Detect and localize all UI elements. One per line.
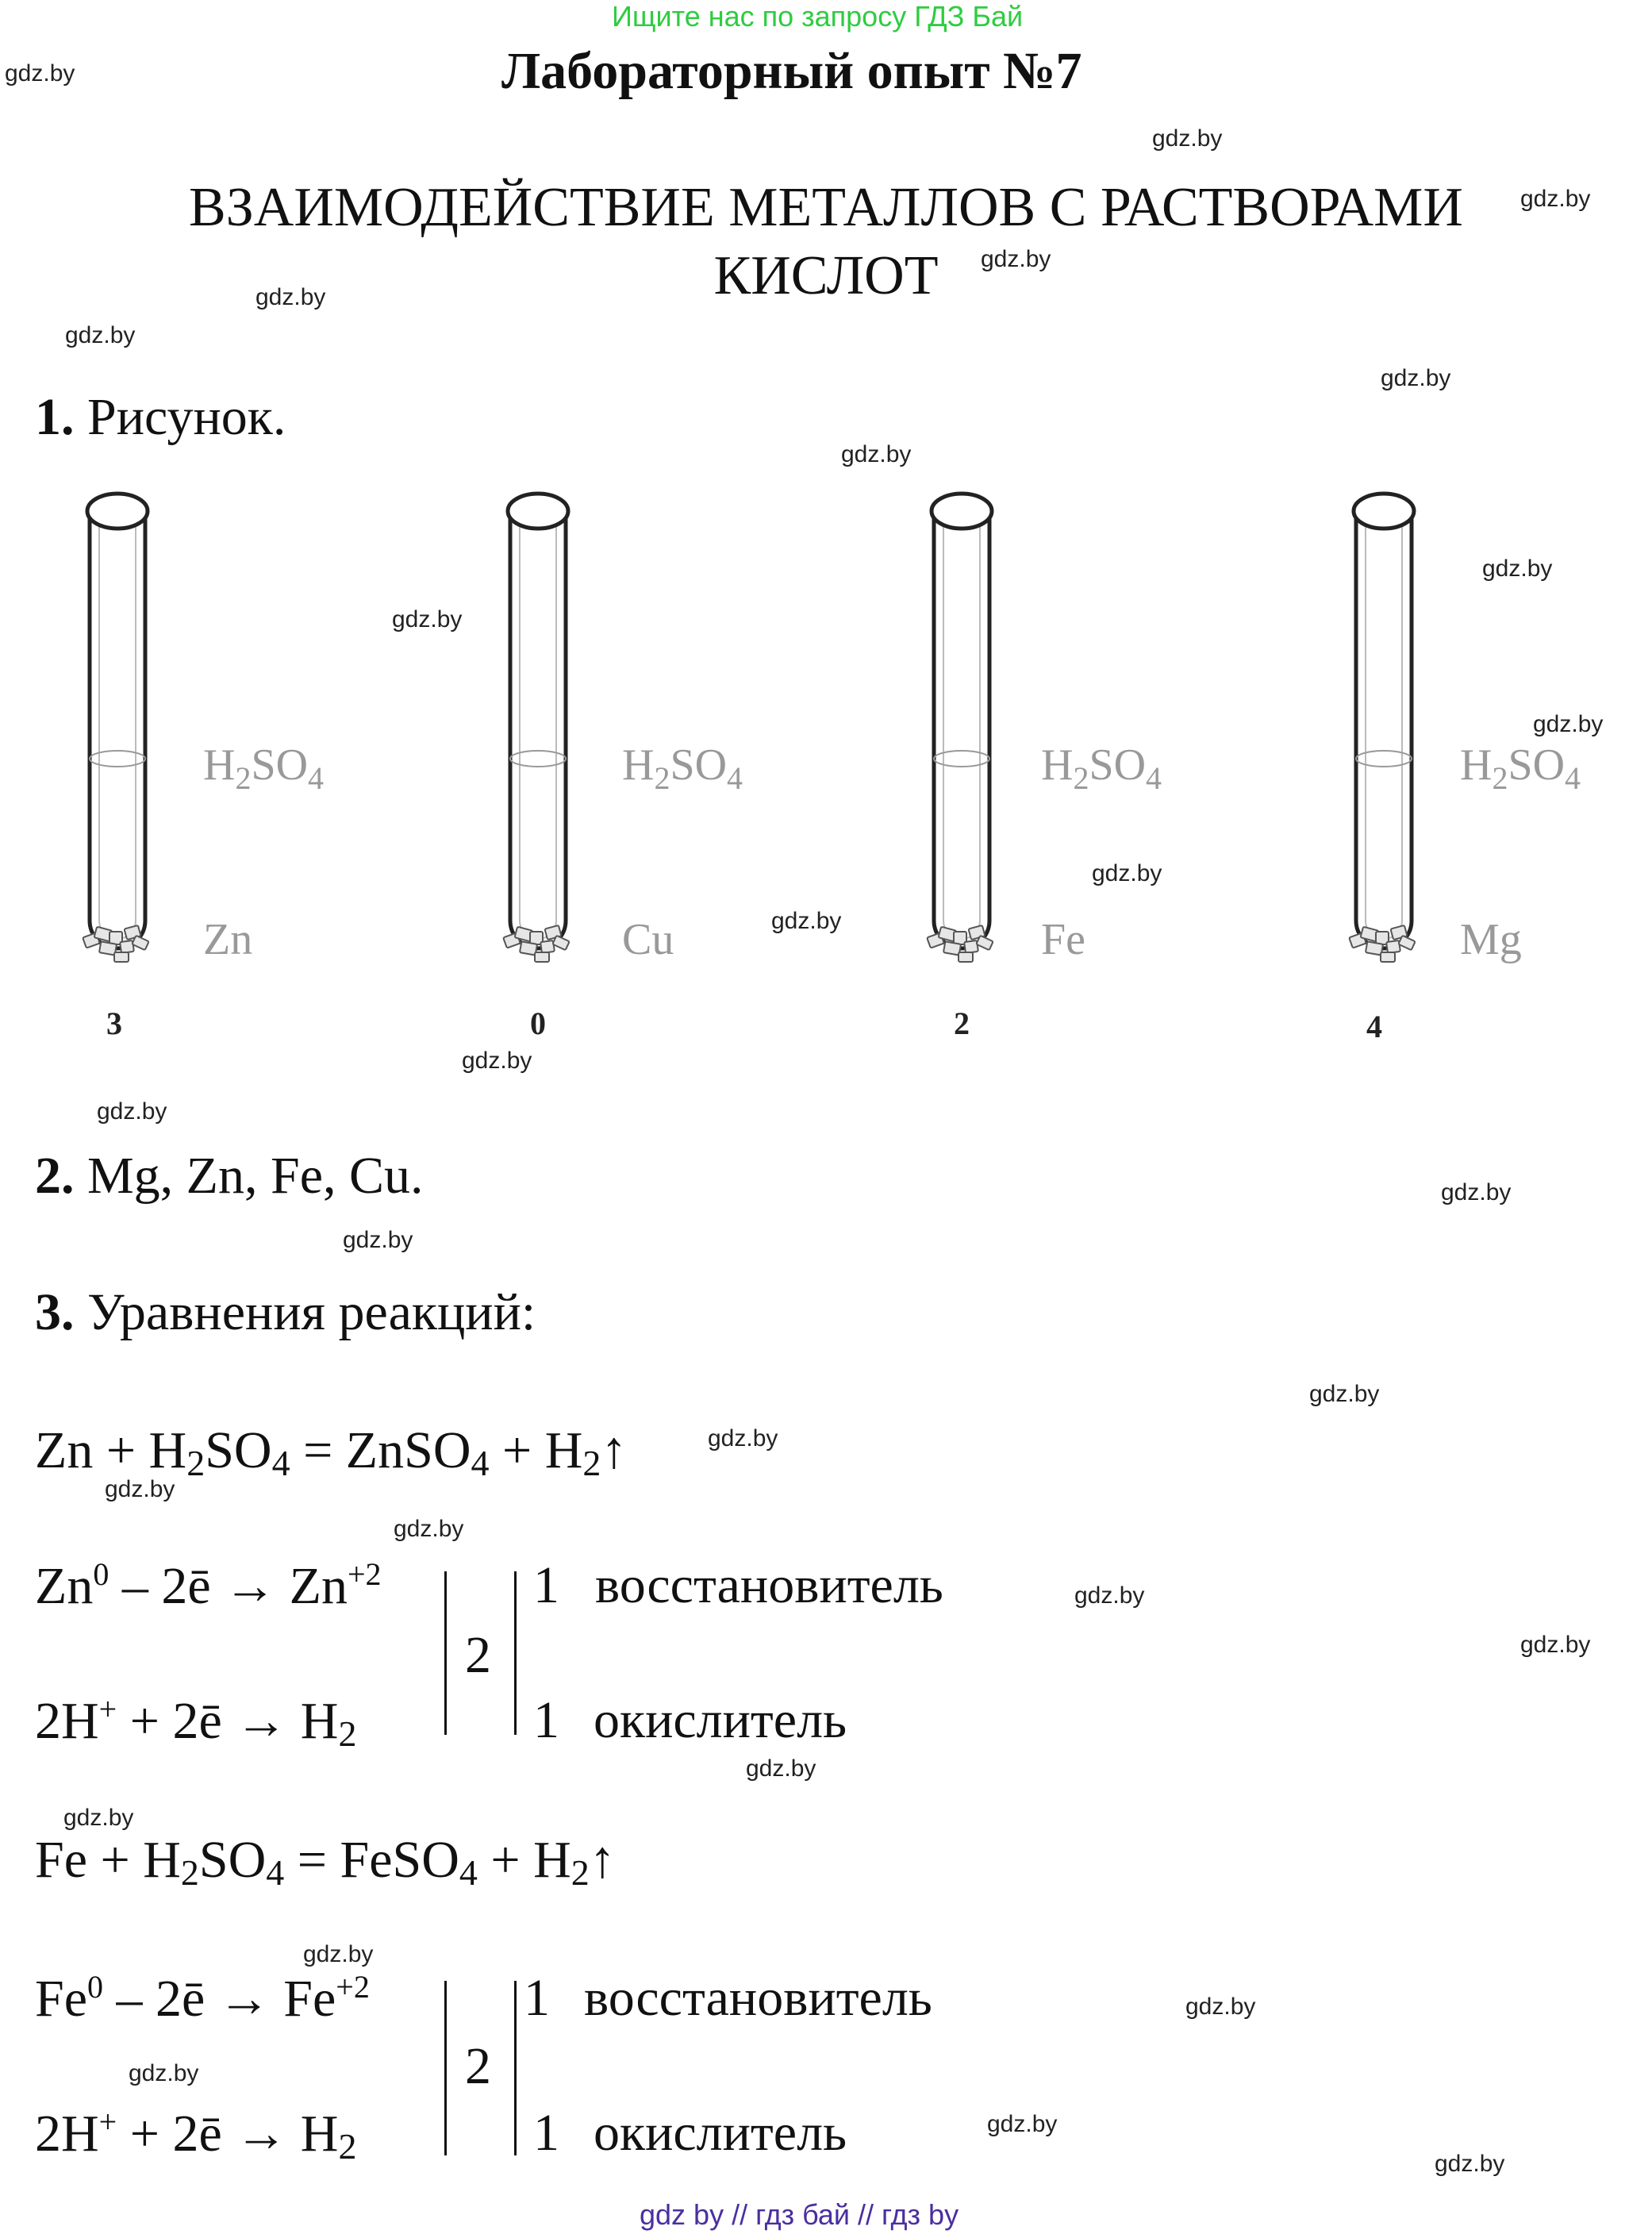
tube3-number: 2 [954, 1005, 970, 1041]
watermark: gdz.by [1482, 556, 1553, 582]
watermark: gdz.by [746, 1755, 816, 1782]
watermark: gdz.by [462, 1048, 532, 1074]
watermark: gdz.by [1092, 860, 1162, 886]
tube1-number: 3 [106, 1005, 122, 1041]
reaction1-role2: окислитель [594, 1691, 847, 1749]
tube1-metal-label: Zn [203, 915, 253, 964]
reaction1-role1: восстановитель [595, 1556, 943, 1614]
section2-number: 2. [35, 1147, 75, 1205]
reaction2-role2: окислитель [594, 2104, 847, 2162]
reaction2-coef1: 1 [524, 1969, 550, 2027]
watermark: gdz.by [105, 1476, 175, 1502]
section1-heading [35, 387, 286, 448]
watermark: gdz.by [97, 1098, 167, 1125]
reaction2-oxidation: Fe$^0$ – 2ē → $Fe^{+2}$ [35, 1969, 370, 2028]
footer-links: gdz by // гдз бай // гдз by [640, 2198, 959, 2231]
watermark: gdz.by [65, 322, 136, 348]
section2-heading [35, 1146, 424, 1206]
watermark: gdz.by [981, 246, 1051, 272]
section1-number: 1. [35, 388, 75, 446]
reaction1-reduction: 2H+ + 2ē → H2 [35, 1691, 357, 1754]
reaction2-lcm: 2 [465, 2037, 491, 2095]
watermark: gdz.by [5, 60, 75, 87]
tube2-metal-label: Cu [622, 915, 674, 964]
watermark: gdz.by [63, 1805, 134, 1831]
watermark: gdz.by [1152, 125, 1223, 152]
reaction2-role1: восстановитель [584, 1969, 932, 2027]
watermark: gdz.by [1520, 1632, 1591, 1658]
watermark: gdz.by [392, 606, 463, 633]
subtitle-line1: ВЗАИМОДЕЙСТВИЕ МЕТАЛЛОВ С РАСТВОРАМИ [189, 177, 1463, 238]
reaction1-oxidation: Zn$^0$ – 2ē → $Zn^{+2}$ [35, 1556, 382, 1615]
watermark: gdz.by [343, 1227, 413, 1253]
watermark: gdz.by [1520, 186, 1591, 212]
watermark: gdz.by [771, 908, 842, 934]
search-banner: Ищите нас по запросу ГДЗ Бай [612, 0, 1024, 33]
tube4-number: 4 [1366, 1009, 1382, 1044]
watermark: gdz.by [129, 2060, 199, 2086]
reaction1-equation: Zn + H2SO4 = ZnSO4 + H2↑ [35, 1421, 628, 1483]
section3-text: Уравнения реакций: [87, 1283, 536, 1341]
watermark: gdz.by [1185, 1994, 1256, 2020]
tube1-acid-label: $H_2SO_4$ [203, 740, 325, 796]
watermark: gdz.by [1441, 1179, 1512, 1205]
watermark: gdz.by [708, 1425, 778, 1452]
page-title: Лабораторный опыт №7 [501, 42, 1082, 100]
subtitle-line2: КИСЛОТ [713, 245, 939, 306]
watermark: gdz.by [255, 284, 326, 310]
reaction1-right-bar [514, 1571, 517, 1735]
reaction2-left-bar [444, 1981, 447, 2155]
reaction2-coef2: 1 [533, 2104, 559, 2162]
test-tube-3 [927, 494, 993, 962]
watermark: gdz.by [303, 1941, 374, 1967]
test-tube-1 [83, 494, 149, 962]
section1-text: Рисунок. [87, 388, 286, 446]
watermark: gdz.by [1381, 365, 1451, 391]
test-tube-4 [1349, 494, 1416, 962]
watermark: gdz.by [1074, 1582, 1145, 1609]
reaction1-coef2: 1 [533, 1691, 559, 1749]
watermark: gdz.by [1309, 1381, 1380, 1407]
tube3-acid-label: $H_2SO_4$ [1041, 740, 1162, 796]
watermark: gdz.by [841, 441, 912, 467]
section3-number: 3. [35, 1283, 75, 1341]
test-tube-2 [503, 494, 570, 962]
reaction1-lcm: 2 [465, 1626, 491, 1684]
tube4-acid-label: $H_2SO_4$ [1460, 740, 1581, 796]
reaction1-coef1: 1 [533, 1556, 559, 1614]
watermark: gdz.by [1435, 2151, 1505, 2177]
reaction2-right-bar [514, 1981, 517, 2155]
watermark: gdz.by [987, 2111, 1058, 2137]
section2-text: Mg, Zn, Fe, Cu. [87, 1147, 424, 1205]
tube2-number: 0 [530, 1005, 546, 1041]
reaction2-equation: Fe + H2SO4 = FeSO4 + H2↑ [35, 1831, 616, 1893]
tube4-metal-label: Mg [1460, 915, 1522, 964]
reaction2-reduction: 2H+ + 2ē → H2 [35, 2104, 357, 2167]
tube3-metal-label: Fe [1041, 915, 1085, 964]
section3-heading [35, 1282, 536, 1343]
watermark: gdz.by [394, 1516, 464, 1542]
tube2-acid-label: $H_2SO_4$ [622, 740, 743, 796]
reaction1-left-bar [444, 1571, 447, 1735]
watermark: gdz.by [1533, 711, 1604, 737]
